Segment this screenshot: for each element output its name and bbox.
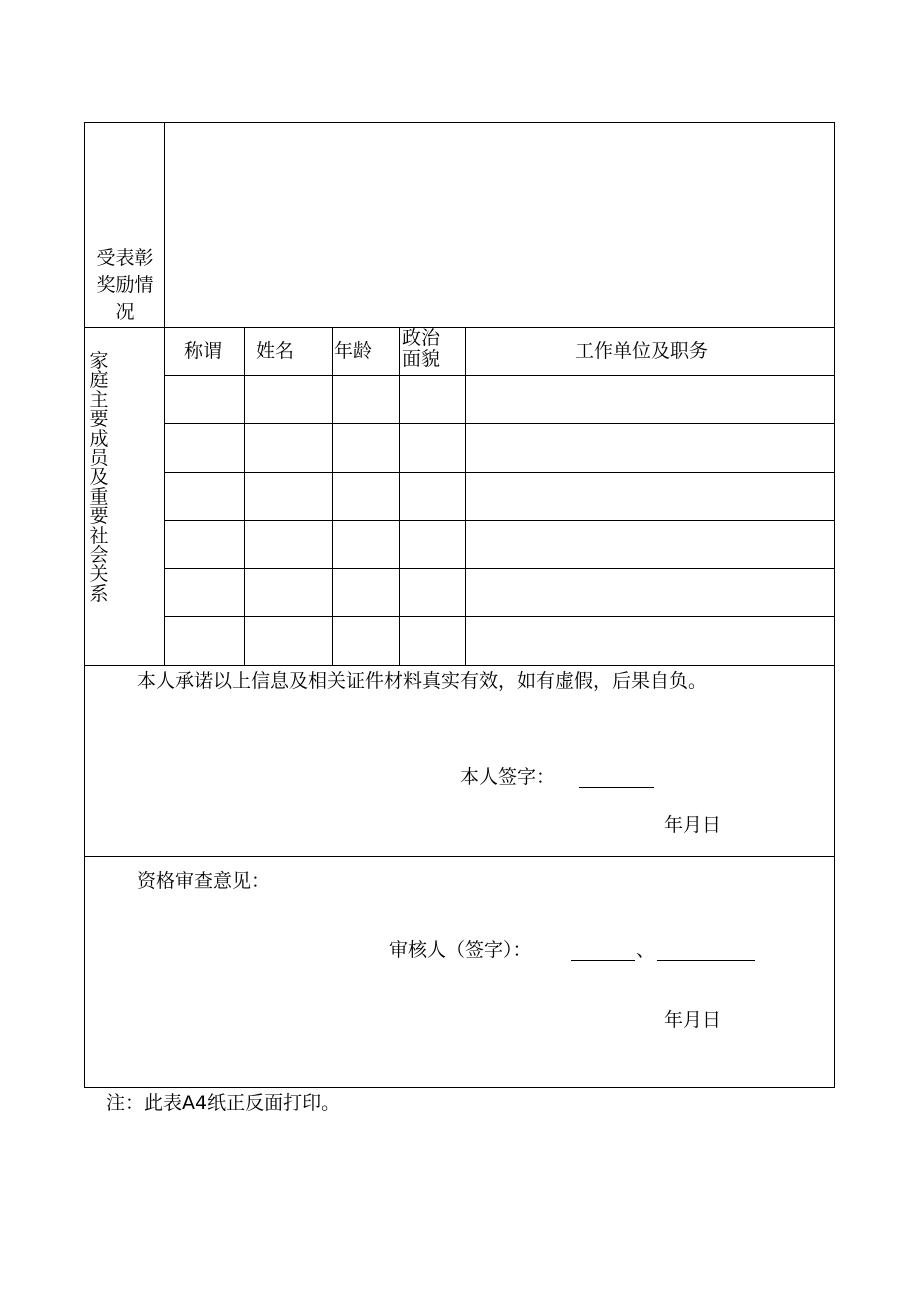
cell-age[interactable] <box>333 521 399 568</box>
cell-title[interactable] <box>165 569 244 616</box>
table-row <box>165 424 834 471</box>
cell-political[interactable] <box>400 376 465 423</box>
column-header-political-line-1: 政治 <box>402 327 441 349</box>
table-top-border <box>84 122 835 123</box>
cell-work[interactable] <box>466 521 834 568</box>
column-header-title: 称谓 <box>184 340 223 362</box>
cell-work[interactable] <box>466 473 834 520</box>
cell-political[interactable] <box>400 521 465 568</box>
cell-political[interactable] <box>400 617 465 664</box>
awards-content-field[interactable] <box>166 124 833 326</box>
awards-label-line-1: 受表彰 <box>96 247 154 269</box>
cell-work[interactable] <box>466 617 834 664</box>
cell-work[interactable] <box>466 569 834 616</box>
column-header-work: 工作单位及职务 <box>575 340 709 362</box>
cell-title[interactable] <box>165 424 244 471</box>
cell-name[interactable] <box>245 376 332 423</box>
cell-age[interactable] <box>333 424 399 471</box>
cell-work[interactable] <box>466 376 834 423</box>
cell-age[interactable] <box>333 569 399 616</box>
cell-title[interactable] <box>165 473 244 520</box>
table-row <box>165 617 834 664</box>
cell-name[interactable] <box>245 424 332 471</box>
reviewer-signature-line-1[interactable] <box>571 942 635 961</box>
awards-label-line-3: 况 <box>115 301 135 323</box>
cell-title[interactable] <box>165 617 244 664</box>
cell-work[interactable] <box>466 424 834 471</box>
cell-title[interactable] <box>165 376 244 423</box>
column-header-political-line-2: 面貌 <box>402 348 441 370</box>
awards-label-line-2: 奖励情 <box>96 274 154 296</box>
commitment-date: 年月日 <box>664 814 722 836</box>
table-right-border <box>834 122 835 1088</box>
table-row <box>165 569 834 616</box>
cell-age[interactable] <box>333 376 399 423</box>
commitment-statement: 本人承诺以上信息及相关证件材料真实有效，如有虚假，后果自负。 <box>137 670 708 692</box>
table-row <box>165 521 834 568</box>
awards-family-divider <box>84 327 835 328</box>
signature-label: 本人签字： <box>460 766 556 788</box>
commitment-review-divider <box>84 856 835 857</box>
reviewer-signature-line-2[interactable] <box>657 942 755 961</box>
cell-title[interactable] <box>165 521 244 568</box>
awards-label <box>86 245 164 326</box>
review-date: 年月日 <box>664 1009 722 1031</box>
family-commitment-divider <box>84 665 835 666</box>
cell-name[interactable] <box>245 569 332 616</box>
reviewer-separator: 、 <box>636 939 656 961</box>
cell-name[interactable] <box>245 521 332 568</box>
cell-political[interactable] <box>400 473 465 520</box>
cell-political[interactable] <box>400 569 465 616</box>
review-title: 资格审查意见： <box>137 870 271 892</box>
column-header-name: 姓名 <box>256 340 295 362</box>
signature-line[interactable] <box>579 769 654 788</box>
cell-age[interactable] <box>333 617 399 664</box>
footnote: 注：此表A4纸正反面打印。 <box>106 1092 341 1114</box>
cell-age[interactable] <box>333 473 399 520</box>
cell-name[interactable] <box>245 617 332 664</box>
reviewer-label: 审核人（签字）： <box>389 939 532 961</box>
table-row <box>165 473 834 520</box>
column-header-political <box>402 328 440 370</box>
cell-political[interactable] <box>400 424 465 471</box>
table-row <box>165 376 834 423</box>
table-bottom-border <box>84 1087 835 1088</box>
column-header-age: 年龄 <box>334 340 373 362</box>
family-label: 家庭主要成员及重要社会关系 <box>89 350 109 605</box>
cell-name[interactable] <box>245 473 332 520</box>
table-left-border <box>84 122 85 1088</box>
